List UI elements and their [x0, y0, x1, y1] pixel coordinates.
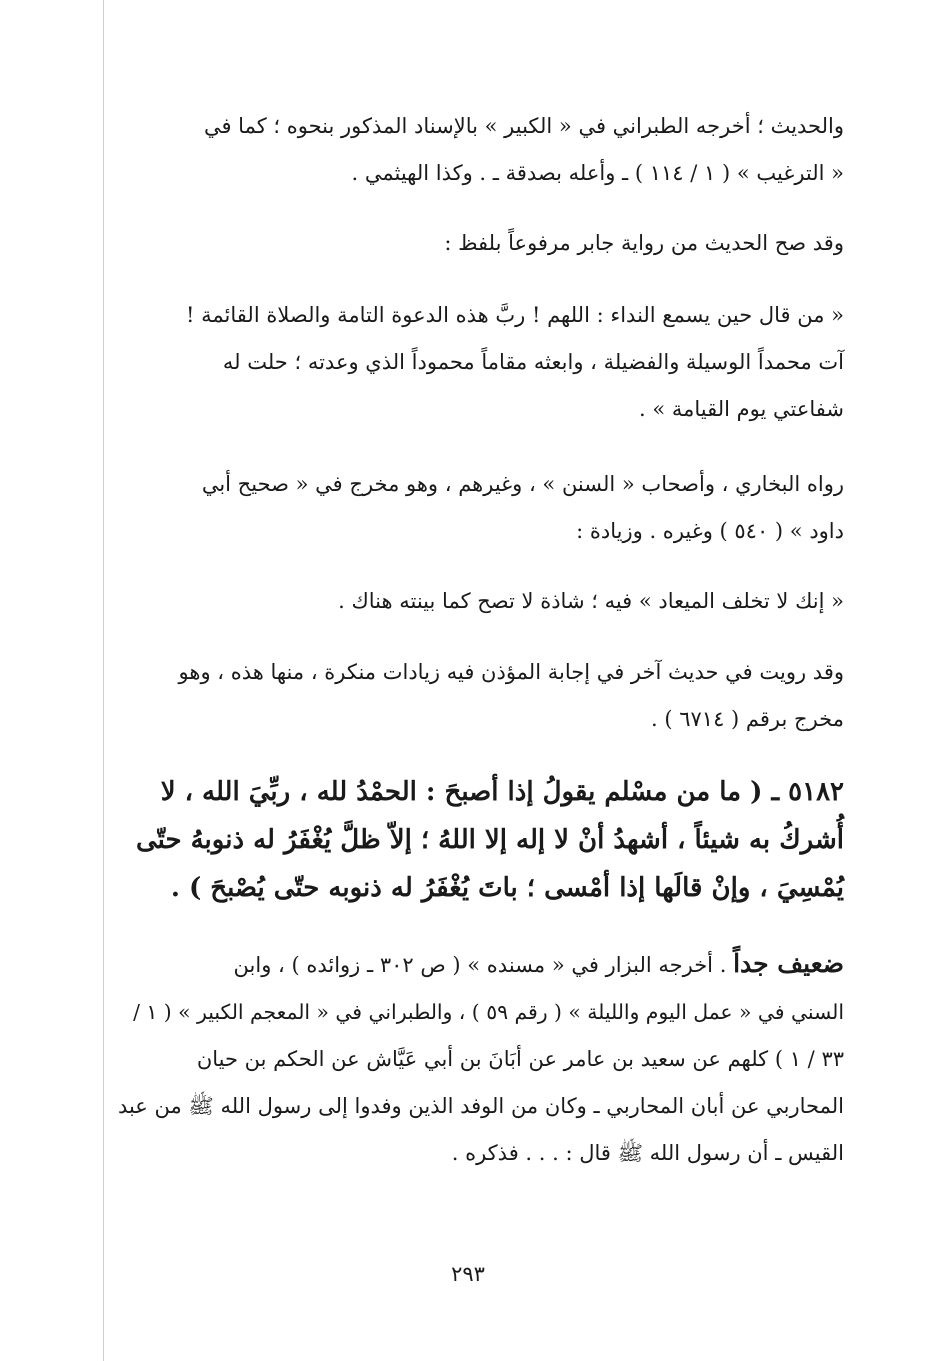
paragraph-dua-text — [118, 292, 844, 433]
paragraph-takhrij — [118, 103, 844, 197]
text-line: رواه البخاري ، وأصحاب « السنن » ، وغيرهم ، وهو مخرج في « صحيح أبي — [201, 472, 844, 496]
text-line: « إنك لا تخلف الميعاد » فيه ؛ شاذة لا تصح كما بينته هناك . — [338, 589, 844, 613]
text-line: داود » ( ٥٤٠ ) وغيره . وزيادة : — [576, 519, 844, 543]
hadith-line: ٥١٨٢ ـ ( ما من مسْلم يقولُ إذا أصبحَ : الحمْدُ لله ، ربِّيَ الله ، لا — [160, 777, 844, 807]
page-number: ٢٩٣ — [451, 1262, 485, 1286]
text-line: والحديث ؛ أخرجه الطبراني في « الكبير » بالإسناد المذكور بنحوه ؛ كما في — [203, 114, 844, 138]
text-line: وقد صح الحديث من رواية جابر مرفوعاً بلفظ : — [444, 231, 844, 255]
text-line: آت محمداً الوسيلة والفضيلة ، وابعثه مقاماً محموداً الذي وعدته ؛ حلت له — [222, 350, 844, 374]
text-line: المحاربي عن أبان المحاربي ـ وكان من الوفد الذين وفدوا إلى رسول الله ﷺ من عبد — [117, 1094, 844, 1118]
paragraph-bukhari — [118, 461, 844, 555]
text-line: السني في « عمل اليوم والليلة » ( رقم ٥٩ ) ، والطبراني في « المعجم الكبير » ( ١ / — [133, 1000, 844, 1024]
paragraph-grading — [118, 940, 844, 1177]
paragraph-jabir — [118, 220, 844, 267]
text-line: ٣٣ / ١ ) كلهم عن سعيد بن عامر عن أبَانَ بن أبي عَيَّاش عن الحكم بن حيان — [196, 1047, 844, 1071]
scan-edge-left — [103, 0, 104, 1361]
text-line: وقد رويت في حديث آخر في إجابة المؤذن فيه زيادات منكرة ، منها هذه ، وهو — [178, 660, 844, 684]
grading-verdict: ضعيف جداً — [733, 949, 844, 978]
grading-first-line — [118, 940, 844, 989]
text-line: القيس ـ أن رسول الله ﷺ قال : . . . فذكره . — [451, 1141, 844, 1165]
hadith-line: يُمْسِيَ ، وإنْ قالَها إذا أمْسى ؛ باتَ يُغْفَرُ له ذنوبه حتّى يُصْبحَ ) . — [170, 873, 844, 903]
paragraph-other-narration — [118, 649, 844, 743]
text-line: مخرج برقم ( ٦٧١٤ ) . — [651, 707, 844, 731]
grading-first-line-rest: . أخرجه البزار في « مسنده » ( ص ٣٠٢ ـ زوائده ) ، وابن — [233, 953, 727, 977]
text-line: « الترغيب » ( ١ / ١١٤ ) ـ وأعله بصدقة ـ . وكذا الهيثمي . — [351, 161, 844, 185]
text-line: شفاعتي يوم القيامة » . — [638, 397, 844, 421]
hadith-5182 — [118, 768, 844, 912]
text-line: « من قال حين يسمع النداء : اللهم ! ربَّ هذه الدعوة التامة والصلاة القائمة ! — [186, 303, 844, 327]
hadith-line: أُشركُ به شيئاً ، أشهدُ أنْ لا إله إلا اللهُ ؛ إلاّ ظلَّ يُغْفَرُ له ذنوبهُ حتّى — [135, 825, 844, 855]
paragraph-shadhah — [118, 578, 844, 625]
